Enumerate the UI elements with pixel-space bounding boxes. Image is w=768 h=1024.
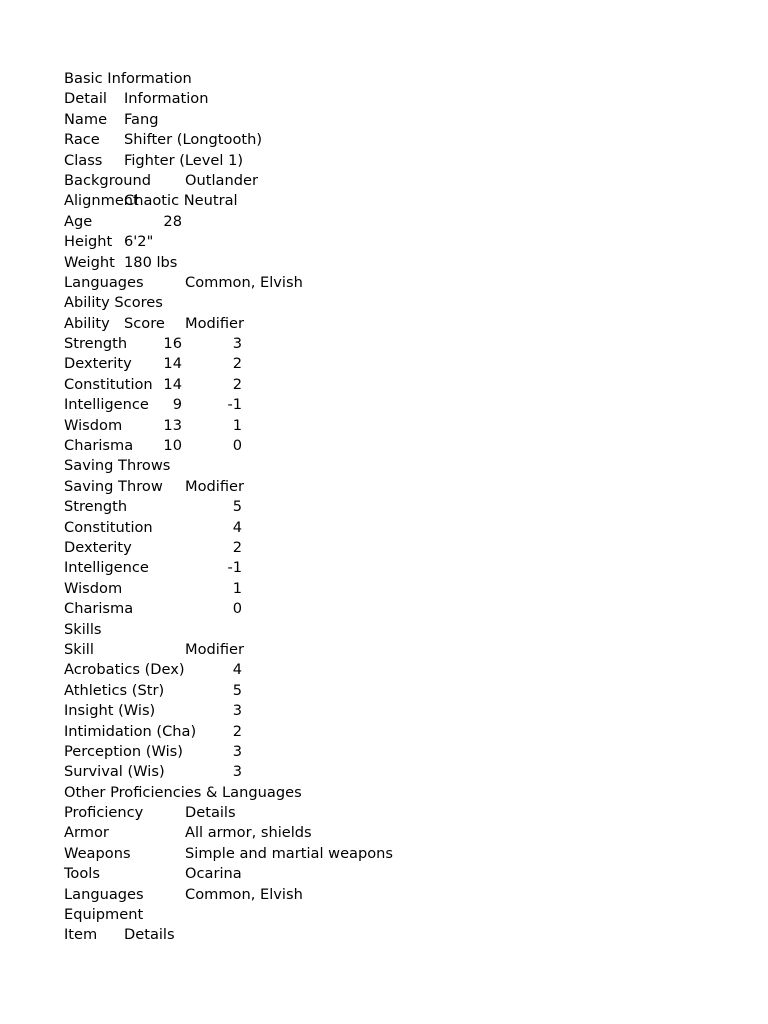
proficiency-row: [64, 864, 744, 884]
skill-modifier: 4: [232, 661, 242, 679]
label-age: Age: [64, 212, 93, 230]
ability-row: [64, 334, 744, 354]
skill-row: [64, 660, 744, 680]
saving-throw-name: Wisdom: [64, 579, 123, 597]
proficiency-name: Languages: [64, 885, 144, 903]
saving-throws-title-row: [64, 456, 744, 476]
proficiency-name: Tools: [64, 865, 100, 883]
value-alignment: Chaotic Neutral: [124, 192, 238, 210]
ability-scores-title-row: [64, 293, 744, 313]
skill-name: Athletics (Str): [64, 681, 165, 699]
value-height: 6'2": [124, 233, 154, 251]
ability-score: 13: [163, 416, 182, 434]
section-title-basic-info: Basic Information: [64, 70, 192, 87]
label-alignment: Alignment: [64, 192, 139, 210]
ability-row: [64, 436, 744, 456]
proficiency-details: Common, Elvish: [185, 885, 303, 903]
proficiency-row: [64, 823, 744, 843]
basic-info-title-row: [64, 69, 744, 89]
saving-throw-name: Strength: [64, 498, 128, 516]
skill-modifier: 3: [232, 702, 242, 720]
section-title-equipment: Equipment: [64, 906, 144, 924]
basic-info-row-age: [64, 212, 744, 232]
saving-throw-row: [64, 579, 744, 599]
ability-name: Wisdom: [64, 416, 123, 434]
ability-modifier: 2: [232, 355, 242, 373]
proficiency-row: [64, 844, 744, 864]
character-sheet: [64, 69, 744, 946]
proficiency-name: Weapons: [64, 844, 131, 862]
proficiency-details: Ocarina: [185, 865, 242, 883]
skill-name: Survival (Wis): [64, 763, 165, 781]
skill-row: [64, 701, 744, 721]
skill-modifier: 5: [232, 681, 242, 699]
header-proficiency: Proficiency: [64, 804, 144, 822]
ability-modifier: 2: [232, 375, 242, 393]
ability-score: 16: [163, 335, 182, 353]
header-details: Details: [124, 926, 175, 944]
saving-throws-header-row: [64, 477, 744, 497]
proficiency-details: All armor, shields: [185, 824, 312, 842]
ability-score: 9: [172, 396, 182, 414]
saving-throw-row: [64, 518, 744, 538]
skill-row: [64, 742, 744, 762]
ability-score: 10: [163, 437, 182, 455]
skill-row: [64, 681, 744, 701]
skill-name: Intimidation (Cha): [64, 722, 197, 740]
equipment-title-row: [64, 905, 744, 925]
header-modifier: Modifier: [185, 314, 245, 332]
skills-header-row: [64, 640, 744, 660]
saving-throw-name: Charisma: [64, 600, 134, 618]
ability-row: [64, 375, 744, 395]
skill-modifier: 3: [232, 763, 242, 781]
header-modifier: Modifier: [185, 477, 245, 495]
skill-name: Acrobatics (Dex): [64, 661, 185, 679]
label-languages: Languages: [64, 273, 144, 291]
ability-score: 14: [163, 375, 182, 393]
basic-info-header-row: [64, 89, 744, 109]
saving-throw-modifier: 2: [232, 538, 242, 556]
header-skill: Skill: [64, 640, 94, 658]
skill-name: Insight (Wis): [64, 702, 156, 720]
basic-info-row-class: [64, 151, 744, 171]
ability-row: [64, 416, 744, 436]
ability-row: [64, 395, 744, 415]
ability-name: Charisma: [64, 437, 134, 455]
saving-throw-modifier: 0: [232, 600, 242, 618]
saving-throw-name: Intelligence: [64, 559, 149, 577]
ability-modifier: 0: [232, 437, 242, 455]
header-ability: Ability: [64, 314, 110, 332]
section-title-ability-scores: Ability Scores: [64, 294, 163, 312]
saving-throw-row: [64, 538, 744, 558]
section-title-proficiencies: Other Proficiencies & Languages: [64, 783, 302, 801]
label-class: Class: [64, 151, 103, 169]
skill-row: [64, 722, 744, 742]
skill-modifier: 2: [232, 722, 242, 740]
skill-row: [64, 762, 744, 782]
basic-info-row-height: [64, 232, 744, 252]
label-weight: Weight: [64, 253, 115, 271]
ability-modifier: 3: [232, 335, 242, 353]
ability-scores-header-row: [64, 314, 744, 334]
value-age: 28: [163, 212, 182, 230]
basic-info-row-alignment: [64, 191, 744, 211]
saving-throw-modifier: 1: [232, 579, 242, 597]
saving-throw-row: [64, 558, 744, 578]
header-modifier: Modifier: [185, 640, 245, 658]
ability-name: Dexterity: [64, 355, 132, 373]
skill-modifier: 3: [232, 742, 242, 760]
header-saving-throw: Saving Throw: [64, 477, 163, 495]
basic-info-row-background: [64, 171, 744, 191]
saving-throw-modifier: 4: [232, 518, 242, 536]
value-name: Fang: [124, 110, 159, 128]
header-details: Details: [185, 804, 236, 822]
basic-info-row-name: [64, 110, 744, 130]
label-background: Background: [64, 171, 152, 189]
proficiencies-header-row: [64, 803, 744, 823]
saving-throw-row: [64, 497, 744, 517]
proficiency-name: Armor: [64, 824, 109, 842]
ability-name: Intelligence: [64, 396, 149, 414]
header-score: Score: [124, 314, 165, 332]
ability-score: 14: [163, 355, 182, 373]
saving-throw-name: Constitution: [64, 518, 153, 536]
saving-throw-name: Dexterity: [64, 538, 132, 556]
label-race: Race: [64, 131, 100, 149]
equipment-header-row: [64, 925, 744, 945]
proficiency-row: [64, 885, 744, 905]
label-name: Name: [64, 110, 108, 128]
header-item: Item: [64, 926, 98, 944]
saving-throw-modifier: -1: [227, 559, 242, 577]
ability-name: Strength: [64, 335, 128, 353]
value-class: Fighter (Level 1): [124, 151, 244, 169]
proficiencies-title-row: [64, 783, 744, 803]
ability-row: [64, 354, 744, 374]
saving-throw-modifier: 5: [232, 498, 242, 516]
ability-modifier: 1: [232, 416, 242, 434]
saving-throw-row: [64, 599, 744, 619]
value-background: Outlander: [185, 171, 258, 189]
label-height: Height: [64, 233, 113, 251]
value-languages: Common, Elvish: [185, 273, 303, 291]
basic-info-row-weight: [64, 253, 744, 273]
ability-modifier: -1: [227, 396, 242, 414]
ability-name: Constitution: [64, 375, 153, 393]
header-detail: Detail: [64, 90, 107, 108]
header-information: Information: [124, 90, 209, 108]
skill-name: Perception (Wis): [64, 742, 183, 760]
value-race: Shifter (Longtooth): [124, 131, 263, 149]
skills-title-row: [64, 620, 744, 640]
basic-info-row-race: [64, 130, 744, 150]
proficiency-details: Simple and martial weapons: [185, 844, 394, 862]
section-title-skills: Skills: [64, 620, 102, 638]
section-title-saving-throws: Saving Throws: [64, 457, 171, 475]
value-weight: 180 lbs: [124, 253, 178, 271]
basic-info-row-languages: [64, 273, 744, 293]
